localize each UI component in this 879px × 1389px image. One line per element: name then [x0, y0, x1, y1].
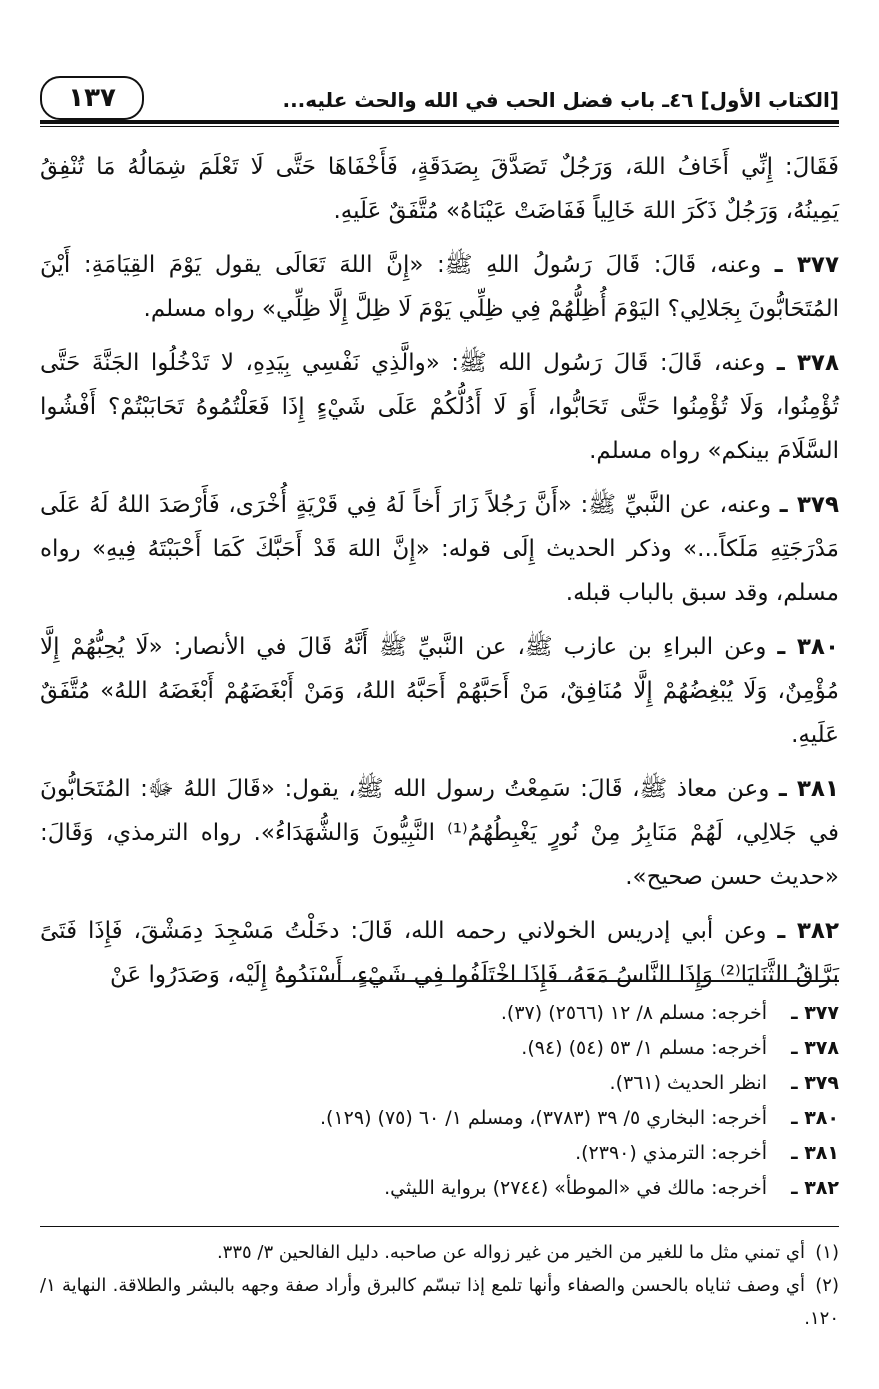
hadith-number: ٣٧٩ ـ — [779, 492, 840, 518]
paragraph-text: فَقَالَ: إِنِّي أَخَافُ اللهَ، وَرَجُلٌ تَصَدَّقَ بِصَدَقَةٍ، فَأَخْفَاهَا حَتَّى لَا تَعْلَمَ شِمَالُهُ مَا تُنْفِقُ يَمِينُهُ، وَرَجُلٌ ذَكَرَ اللهَ خَالِياً فَفَاضَتْ عَيْنَاهُ» مُتَّفَقٌ عَلَيهِ. — [40, 154, 839, 224]
hadith-number: ٣٨٢ ـ — [777, 918, 840, 944]
hadith-379 — [40, 483, 839, 615]
reference-item — [40, 996, 839, 1031]
paragraph-text: وعن البراءِ بن عازب ﷺ، عن النَّبيِّ ﷺ أَنَّهُ قَالَ في الأنصار: «لَا يُحِبُّهُمْ إِلَّا مُؤْمِنٌ، وَلَا يُبْغِضُهُمْ إِلَّا مُنَافِقٌ، مَنْ أَحَبَّهُمْ أَحَبَّهُ اللهُ، وَمَنْ أَبْغَضَهُمْ أَبْغَضَهُ اللهُ» مُتَّفَقٌ عَلَيهِ. — [40, 634, 839, 748]
footnote-number: (٢) — [815, 1275, 839, 1296]
footnotes-divider — [40, 1226, 839, 1227]
header-rule-thin — [40, 126, 839, 127]
references-divider — [279, 980, 839, 982]
header-rule — [40, 120, 839, 124]
reference-number: ٣٨٢ ـ — [791, 1177, 839, 1199]
hadith-382 — [40, 909, 839, 997]
reference-item — [40, 1066, 839, 1101]
paragraph-text: وعن معاذ ﷺ، قَالَ: سَمِعْتُ رسول الله ﷺ، يقول: «قَالَ اللهُ ﷻ: المُتَحَابُّونَ في جَلالِي، لَهُمْ مَنَابِرُ مِنْ نُورٍ يَغْبِطُهُمُ⁽¹⁾ النَّبِيُّونَ وَالشُّهَدَاءُ». رواه الترمذي، وَقَالَ: «حديث حسن صحيح». — [40, 776, 839, 890]
reference-item — [40, 1031, 839, 1066]
reference-text: أخرجه: البخاري ٥/ ٣٩ (٣٧٨٣)، ومسلم ١/ ٦٠ (٧٥) (١٢٩). — [320, 1107, 767, 1129]
footnote-number: (١) — [815, 1242, 839, 1263]
paragraph-continuation — [40, 145, 839, 233]
reference-number: ٣٧٧ ـ — [791, 1002, 839, 1024]
reference-number: ٣٧٨ ـ — [791, 1037, 839, 1059]
running-title: [الكتاب الأول] ٤٦ـ باب فضل الحب في الله والحث عليه... — [282, 88, 839, 112]
paragraph-text: وعنه، قَالَ: قَالَ رَسُولُ اللهِ ﷺ: «إِنَّ اللهَ تَعَالَى يقول يَوْمَ القِيَامَةِ: أَيْنَ المُتَحَابُّونَ بِجَلالِي؟ اليَوْمَ أُظِلُّهُمْ فِي ظِلِّي يَوْمَ لَا ظِلَّ إِلَّا ظِلِّي» رواه مسلم. — [40, 252, 839, 322]
reference-text: أخرجه: مسلم ٨/ ١٢ (٢٥٦٦) (٣٧). — [500, 1002, 767, 1024]
reference-number: ٣٧٩ ـ — [791, 1072, 839, 1094]
reference-item — [40, 1171, 839, 1206]
paragraph-text: وعنه، قَالَ: قَالَ رَسُول الله ﷺ: «والَّذِي نَفْسِي بِيَدِهِ، لا تَدْخُلُوا الجَنَّةَ حَتَّى تُؤْمِنُوا، وَلَا تُؤْمِنُوا حَتَّى تَحَابُّوا، أَوَ لَا أَدُلُّكُمْ عَلَى شَيْءٍ إِذَا فَعَلْتُمُوهُ تَحَابَبْتُمْ؟ أَفْشُوا السَّلَامَ بينكم» رواه مسلم. — [40, 350, 839, 464]
hadith-number: ٣٧٧ ـ — [774, 252, 840, 278]
paragraph-text: وعنه، عن النَّبيِّ ﷺ: «أَنَّ رَجُلاً زَارَ أَخاً لَهُ فِي قَرْيَةٍ أُخْرَى، فَأَرْصَدَ اللهُ لَهُ عَلَى مَدْرَجَتِهِ مَلَكاً...» وذكر الحديث إِلَى قوله: «إِنَّ اللهَ قَدْ أَحَبَّكَ كَمَا أَحْبَبْتَهُ فِيهِ» رواه مسلم، وقد سبق بالباب قبله. — [40, 492, 839, 606]
hadith-381 — [40, 767, 839, 899]
reference-item — [40, 1136, 839, 1171]
reference-number: ٣٨١ ـ — [791, 1142, 839, 1164]
page-header — [40, 62, 839, 122]
reference-number: ٣٨٠ ـ — [791, 1107, 839, 1129]
page-number: ١٣٧ — [40, 76, 144, 120]
hadith-number: ٣٨١ ـ — [778, 776, 839, 802]
main-text — [40, 145, 839, 1007]
reference-text: أخرجه: مالك في «الموطأ» (٢٧٤٤) برواية الليثي. — [384, 1177, 767, 1199]
footnote-text: أي وصف ثناياه بالحسن والصفاء وأنها تلمع إذا تبسّم كالبرق وأراد صفة وجهه بالبشر والطلاقة. النهاية ١/ ١٢٠. — [40, 1275, 839, 1329]
footnote-text: أي تمني مثل ما للغير من الخير من غير زواله عن صاحبه. دليل الفالحين ٣/ ٣٣٥. — [216, 1242, 805, 1263]
footnote-item — [40, 1269, 839, 1335]
hadith-380 — [40, 625, 839, 757]
footnote-item — [40, 1236, 839, 1269]
footnotes-list — [40, 1236, 839, 1335]
reference-text: أخرجه: الترمذي (٢٣٩٠). — [575, 1142, 767, 1164]
reference-item — [40, 1101, 839, 1136]
hadith-377 — [40, 243, 839, 331]
reference-text: أخرجه: مسلم ١/ ٥٣ (٥٤) (٩٤). — [521, 1037, 767, 1059]
reference-text: انظر الحديث (٣٦١). — [609, 1072, 767, 1094]
references-list — [40, 996, 839, 1206]
hadith-378 — [40, 341, 839, 473]
paragraph-text: وعن أبي إدريس الخولاني رحمه الله، قَالَ: دخَلْتُ مَسْجِدَ دِمَشْقَ، فَإِذَا فَتَىً بَرَّاقُ الثَّنَايَا⁽²⁾ وَإِذَا النَّاسُ مَعَهُ، فَإِذَا اخْتَلَفُوا فِي شَيْءٍ، أَسْنَدُوهُ إِلَيْه، وَصَدَرُوا عَنْ — [40, 918, 839, 988]
hadith-number: ٣٨٠ ـ — [777, 634, 840, 660]
hadith-number: ٣٧٨ ـ — [776, 350, 839, 376]
